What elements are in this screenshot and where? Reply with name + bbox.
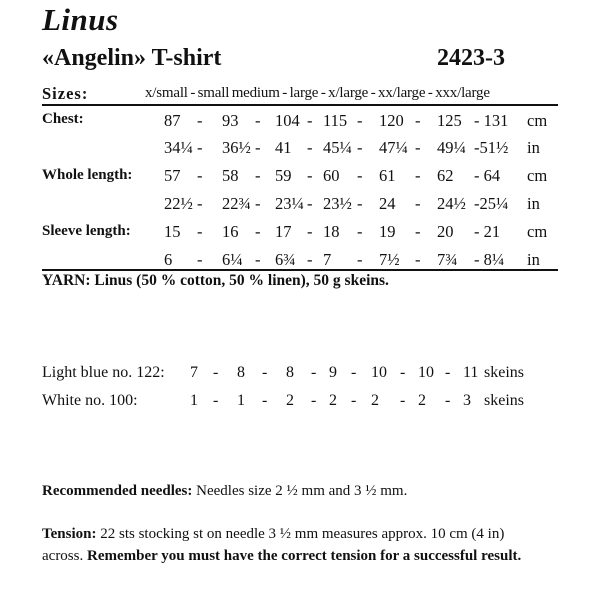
sleeve-length-in-row-cell: 6 [164, 250, 173, 269]
sleeve-length-in-row-cell: 6¾ [275, 250, 296, 269]
light-blue-row-cell: 10 [371, 364, 387, 381]
light-blue-row-cell: 7 [190, 364, 198, 381]
chest-cm-row-cell: 120 [379, 111, 404, 130]
light-blue-row-cell: 9 [329, 364, 337, 381]
white-row-cell: 2 [418, 392, 426, 409]
chest-in-row-cell: - [255, 138, 261, 157]
chest-cm-row-cell: - [415, 111, 421, 130]
light-blue-row-cell: - [213, 364, 219, 381]
whole-length-in-row-cell: -25¼ [474, 194, 509, 213]
light-blue-row-cell: 11 [463, 364, 479, 381]
white-row-cell: 1 [237, 392, 245, 409]
pattern-code: 2423-3 [437, 45, 505, 71]
whole-length-in-row-cell: - [255, 194, 261, 213]
white-row-cell: 3 [463, 392, 471, 409]
chest-cm-row-cell: - 131 [474, 111, 509, 130]
chest-in-row-cell: - [357, 138, 363, 157]
light-blue-row-cell: - [400, 364, 406, 381]
sleeve-length-cm-row-cell: cm [527, 222, 548, 241]
light-blue-row-cell: - [445, 364, 451, 381]
sleeve-length-cm-row-cell: - [357, 222, 363, 241]
chest-in-row-cell: - [307, 138, 313, 157]
light-blue-row-cell: 8 [237, 364, 245, 381]
white-row-cell: - [400, 392, 406, 409]
sleeve-length-cm-row-cell: - [307, 222, 313, 241]
sleeve-length-in-row-cell: - [357, 250, 363, 269]
chest-in-row-cell: -51½ [474, 138, 509, 157]
sleeve-length-cm-row-cell: - 21 [474, 222, 501, 241]
whole-length-cm-row-cell: 59 [275, 166, 292, 185]
chest-in-row-cell: 45¼ [323, 138, 352, 157]
sleeve-length-in-row-cell: - 8¼ [474, 250, 505, 269]
whole-length-cm-row-cell: - [357, 166, 363, 185]
sleeve-length-in-row-cell: 7¾ [437, 250, 458, 269]
whole-length-in-row-cell: - [415, 194, 421, 213]
needles-text: Needles size 2 ½ mm and 3 ½ mm. [192, 483, 408, 499]
needles-paragraph [42, 480, 407, 502]
tension-emphasis: Remember you must have the correct tension for a successful result. [87, 548, 522, 564]
whole-length-in-row-cell: 24½ [437, 194, 466, 213]
whole-length-in-row-cell: 22¾ [222, 194, 251, 213]
tension-label: Tension: [42, 526, 97, 542]
whole-length-cm-row-cell: cm [527, 166, 548, 185]
chest-cm-row-cell: 115 [323, 111, 348, 130]
whole-length-cm-row-cell: - [415, 166, 421, 185]
light-blue-row-cell: - [262, 364, 268, 381]
sleeve-length-in-row-cell: - [255, 250, 261, 269]
sleeve-length-in-row-cell: 6¼ [222, 250, 243, 269]
sleeve-length-in-row-cell: - [307, 250, 313, 269]
chest-cm-row-cell: 125 [437, 111, 462, 130]
sleeve-length-in-row-cell: 7 [323, 250, 332, 269]
sleeve-length-cm-row-cell: - [197, 222, 203, 241]
sleeve-length-cm-row-cell: 20 [437, 222, 454, 241]
whole-length-in-row-cell: - [357, 194, 363, 213]
light-blue-row-cell: - [351, 364, 357, 381]
sleeve-length-in-row-cell: - [415, 250, 421, 269]
light-blue-row-cell: - [311, 364, 317, 381]
sleeve-length-label: Sleeve length: [42, 223, 131, 239]
chest-in-row-cell: 49¼ [437, 138, 466, 157]
white-row-cell: 2 [329, 392, 337, 409]
chest-cm-row-cell: 93 [222, 111, 239, 130]
whole-length-cm-row-cell: - [255, 166, 261, 185]
chest-cm-row-cell: - [307, 111, 313, 130]
chest-label: Chest: [42, 111, 84, 127]
sleeve-length-cm-row-cell: 16 [222, 222, 239, 241]
white-row-cell: skeins [484, 392, 524, 409]
chest-in-row-cell: - [415, 138, 421, 157]
pattern-title: «Angelin» T-shirt [42, 45, 222, 71]
sleeve-length-in-row-cell: - [197, 250, 203, 269]
chest-cm-row-cell: - [255, 111, 261, 130]
sleeve-length-cm-row-cell: 15 [164, 222, 181, 241]
white-row-cell: 2 [371, 392, 379, 409]
chest-in-row-cell: 36½ [222, 138, 251, 157]
white-row-cell: 1 [190, 392, 198, 409]
light-blue-row-cell: 10 [418, 364, 434, 381]
sleeve-length-cm-row-cell: - [255, 222, 261, 241]
chest-cm-row-cell: 87 [164, 111, 181, 130]
sleeve-length-cm-row-cell: 18 [323, 222, 340, 241]
whole-length-cm-row-cell: 62 [437, 166, 454, 185]
whole-length-cm-row-cell: - [197, 166, 203, 185]
light-blue-label: Light blue no. 122: [42, 364, 165, 381]
size-columns: x/small - small medium - large - x/large - xx/large - xxx/large [145, 85, 490, 101]
whole-length-cm-row-cell: 60 [323, 166, 340, 185]
white-row-cell: - [351, 392, 357, 409]
white-row-cell: - [262, 392, 268, 409]
whole-length-in-row-cell: in [527, 194, 540, 213]
whole-length-cm-row-cell: 58 [222, 166, 239, 185]
chest-cm-row-cell: - [357, 111, 363, 130]
white-row-cell: - [213, 392, 219, 409]
sleeve-length-in-row-cell: 7½ [379, 250, 400, 269]
whole-length-cm-row-cell: 57 [164, 166, 181, 185]
chest-in-row-cell: - [197, 138, 203, 157]
whole-length-in-row-cell: - [197, 194, 203, 213]
tension-paragraph [42, 523, 542, 567]
needles-label: Recommended needles: [42, 483, 193, 499]
chest-in-row-cell: 47¼ [379, 138, 408, 157]
whole-length-in-row-cell: 23½ [323, 194, 352, 213]
white-row-cell: 2 [286, 392, 294, 409]
chest-in-row-cell: in [527, 138, 540, 157]
white-row-cell: - [311, 392, 317, 409]
whole-length-cm-row-cell: - 64 [474, 166, 501, 185]
sleeve-length-cm-row-cell: 17 [275, 222, 292, 241]
whole-length-in-row-cell: 23¼ [275, 194, 304, 213]
chest-cm-row-cell: 104 [275, 111, 300, 130]
white-row-cell: - [445, 392, 451, 409]
yarn-description: YARN: Linus (50 % cotton, 50 % linen), 50 g skeins. [42, 272, 389, 289]
whole-length-label: Whole length: [42, 167, 133, 183]
sizes-label: Sizes: [42, 84, 89, 103]
table-top-rule [42, 104, 558, 106]
light-blue-row-cell: skeins [484, 364, 524, 381]
whole-length-cm-row-cell: 61 [379, 166, 396, 185]
whole-length-in-row-cell: 24 [379, 194, 396, 213]
light-blue-row-cell: 8 [286, 364, 294, 381]
whole-length-in-row-cell: - [307, 194, 313, 213]
chest-in-row-cell: 41 [275, 138, 292, 157]
chest-cm-row-cell: - [197, 111, 203, 130]
table-bottom-rule [42, 269, 558, 271]
white-label: White no. 100: [42, 392, 138, 409]
chest-in-row-cell: 34¼ [164, 138, 193, 157]
sleeve-length-in-row-cell: in [527, 250, 540, 269]
chest-cm-row-cell: cm [527, 111, 548, 130]
sleeve-length-cm-row-cell: 19 [379, 222, 396, 241]
brand-name: Linus [42, 2, 119, 37]
whole-length-in-row-cell: 22½ [164, 194, 193, 213]
sleeve-length-cm-row-cell: - [415, 222, 421, 241]
whole-length-cm-row-cell: - [307, 166, 313, 185]
tension-text: 22 sts stocking st on needle 3 ½ mm measures approx. 10 cm (4 in) across. [42, 526, 505, 564]
